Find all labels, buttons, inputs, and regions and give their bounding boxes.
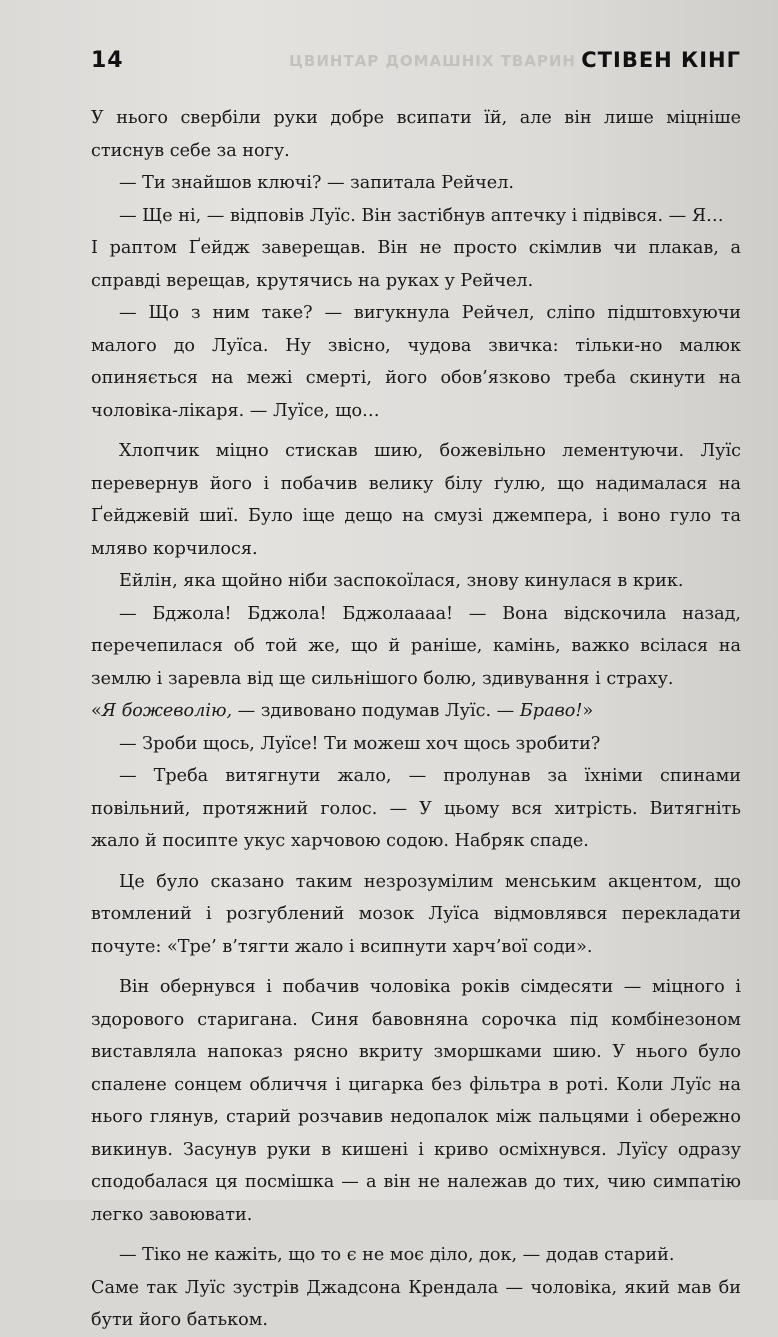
paragraph: У нього свербіли руки добре всипати їй, але він лише міцніше стиснув себе за ногу. [91, 108, 741, 161]
paragraph: — Треба витягнути жало, — пролунав за їхніми спинами повільний, протяжний голос. — У цьому вся хитрість. Витягніть жало й посипте укус харчовою содою. Набряк спаде. [91, 766, 741, 851]
paragraph: — Бджола! Бджола! Бджолаааа! — Вона відскочила назад, перечепилася об той же, що й раніше, камінь, важко всілася на землю і заревла від ще сильнішого болю, здивування і страху. [91, 603, 741, 689]
paragraph: Саме так Луїс зустрів Джадсона Крендала — чоловіка, який мав би бути його батьком. [91, 1277, 741, 1330]
quote-close: » [582, 701, 594, 721]
paragraph: — Ще ні, — відповів Луїс. Він застібнув аптечку і підвівся. — Я… [119, 205, 724, 226]
paragraph: Він обернувся і побачив чоловіка років сімдесяти — міцного і здорового старигана. Синя бавовняна сорочка під комбінезоном виставляла напоказ рясно вкриту зморшками шию. У нього було спалене сонцем обличчя і цигарка без фільтра в роті. Коли Луїс на нього глянув, старий розчавив недопалок між пальцями і обережно викинув. Засунув руки в кишені і криво осміхнувся. Луїсу одразу сподобалася ця посмішка — а він не належав до тих, чию симпатію легко завоювати. [91, 977, 741, 1225]
paragraph: — Що з ним таке? — вигукнула Рейчел, сліпо підштовхуючи малого до Луїса. Ну звісно, чудова звичка: тільки-но малюк опиняється на межі смерті, його обов’язково треба скинути на чоловіка-лікаря. — Луїсе, що… [91, 303, 741, 421]
paragraph: Це було сказано таким незрозумілим менським акцентом, що втомлений і розгублений мозок Луїса відмовлявся перекладати почуте: «Тре’ в’тягти жало і всипнути харч’вої соди». [91, 871, 741, 957]
paragraph: — Зроби щось, Луїсе! Ти можеш хоч щось зробити? [119, 733, 601, 754]
running-header [91, 46, 741, 80]
paragraph: — Тіко не кажіть, що то є не моє діло, док, — додав старий. [119, 1245, 675, 1265]
paragraph: Хлопчик міцно стискав шию, божевільно лементуючи. Луїс перевернув його і побачив велику білу ґулю, що надималася на Ґейджевій шиї. Було іще дещо на смузі джемпера, і воно гуло та мляво корчилося. [91, 441, 741, 559]
paragraph: І раптом Ґейдж заверещав. Він не просто скімлив чи плакав, а справді верещав, крутячись на руках у Рейчел. [91, 238, 741, 291]
thought-paragraph [91, 695, 741, 728]
bleed-through-title: ЦВИНТАР ДОМАШНІХ ТВАРИН [289, 52, 576, 70]
thought-italic-2: Браво! [519, 701, 583, 721]
paragraph: — Ти знайшов ключі? — запитала Рейчел. [119, 173, 514, 193]
quote-open: « [91, 701, 102, 721]
author-name: СТІВЕН КІНГ [581, 48, 741, 72]
thought-italic-1: Я божеволію, [101, 701, 233, 721]
thought-narration: — здивовано подумав Луїс. — [232, 701, 520, 721]
page-number: 14 [91, 48, 124, 73]
body-text [91, 102, 741, 1337]
paragraph: Ейлін, яка щойно ніби заспокоїлася, знову кинулася в крик. [119, 571, 684, 591]
